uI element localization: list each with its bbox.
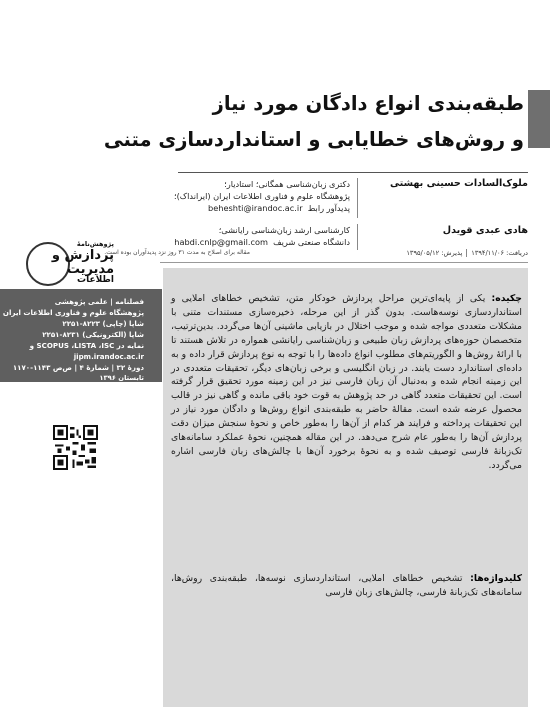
qr-code-icon [53,425,98,470]
author-2-affiliation [160,224,350,248]
abstract-text: یکی از پایه‌ای‌ترین مراحل پردازش خودکار متن، تشخیص خطاهای املایی و استانداردسازی نوسه‌هاست. بدون گذر از این مرحله، ذخیره‌سازی مستندات متنی با مشکلات متعددی مواجه شده و موجب اختلال در بازیابی ماشینی آن‌ها می‌گردد. بدین‌ترتیب، متخصصان حوزه‌های پردازش زبان طبیعی و زبان‌شناسی رایانشی همواره در تلاش هستند تا با ارائهٔ روش‌ها و الگوریتم‌های مطلوب انواع داده‌ها را با توجه به نوع پردازش قرار داده و به داده‌ای استاندارد دست یابند. در زبان انگلیسی و برخی زبان‌های دیگر، تحقیقات متعددی در این زمینه انجام شده و به‌دنبال آن زبان فارسی نیز در این زمینه مورد تحقیق قرار گرفته است. این تحقیقات متعدد گاهی در حد پژوهش به قوت خود باقی مانده و گاهی نیز در قالب محصول عرضه شده است. مقالهٔ حاضر به طبقه‌بندی انواع روش‌ها و دادگان مورد نیاز در این تحقیقات پرداخته و فرایند هر کدام از آن‌ها را به‌طور خاص و نحوهٔ سنجش میزان دقت پردازش آن‌ها را به‌طور عام شرح می‌دهد. در این مقاله همچنین، نحوهٔ عملکرد سامانه‌های تک‌زبانهٔ فارسی توصیف شده و به نحوهٔ برخورد آن‌ها با چالش‌های زبان فارسی اشاره می‌گردد. [171,293,522,471]
journal-issn-print: شاپا (چاپی) ۸۲۲۳-۲۲۵۱ [62,319,144,328]
keywords [171,572,522,600]
journal-logo [12,240,124,288]
journal-website-link[interactable]: jipm.irandoc.ac.ir [73,352,144,361]
author-2-email[interactable]: habdi.cnlp@gmail.com [174,237,268,247]
logo-line-2: مدیریت [66,262,114,277]
author-2-affil-line-2: دانشگاه صنعتی شریف [273,237,350,247]
paper-title-line-2: و روش‌های خطایابی و استانداردسازی متنی [103,128,524,151]
dates-divider [160,262,528,263]
journal-season: تابستان ۱۳۹۶ [99,374,144,382]
author-1-affil-line-3: پدیدآور رابط [307,203,350,213]
abstract [171,292,522,473]
author-1-name: ملوک‌السادات حسینی بهشتی [389,178,528,189]
keywords-text: تشخیص خطاهای املایی، استانداردسازی نوسه‌ها، طبقه‌بندی روش‌ها، سامانه‌های تک‌زبانهٔ فارسی، چالش‌های زبان فارسی [171,573,522,598]
logo-line-1: پردازش و [51,248,114,263]
author-1-email[interactable]: beheshti@irandoc.ac.ir [208,203,303,213]
journal-publisher: پژوهشگاه علوم و فناوری اطلاعات ایران [2,308,144,317]
author-1-affiliation [160,178,350,214]
author-1-affil-line-2: پژوهشگاه علوم و فناوری اطلاعات ایران (ایرانداک)؛ [174,191,350,201]
dates-row [258,249,528,257]
author-2-affil-line-1: کارشناسی ارشد زبان‌شناسی رایانشی؛ [218,225,350,235]
author-1-affil-line-1: دکتری زبان‌شناسی همگانی؛ استادیار؛ [224,179,350,189]
journal-type: فصلنامه | علمی پژوهشی [54,297,144,306]
revision-note: مقاله برای اصلاح به مدت ۳۱ روز نزد پدیدآوران بوده است. [104,249,250,256]
author-2-divider [357,224,358,250]
title-divider [178,172,528,173]
journal-indexing: نمایه در SCOPUS ،LISTA ،ISC و [29,341,144,350]
accepted-date: پذیرش: ۱۳۹۵/۰۵/۱۲ [406,249,463,257]
abstract-label: چکیده: [491,293,522,304]
journal-info-box [0,289,162,382]
logo-line-small: پژوهش‌نامهٔ [76,240,114,248]
paper-title-line-1: طبقه‌بندی انواع دادگان مورد نیاز [212,92,524,115]
journal-volume-issue: دورهٔ ۳۲ | شمارهٔ ۴ | ص‌ص ۱۱۴۳-۱۱۷۰ [12,363,144,372]
author-1-divider [357,178,358,218]
section-tab [528,90,550,148]
author-2-name: هادی عبدی قویدل [442,225,528,236]
keywords-label: کلیدواژه‌ها: [470,573,522,584]
logo-line-3: اطلاعات [77,275,114,285]
received-date: دریافت: ۱۳۹۴/۱۱/۰۶ [471,249,528,257]
journal-issn-online: شاپا (الکترونیکی) ۸۲۳۱-۲۲۵۱ [42,330,144,339]
